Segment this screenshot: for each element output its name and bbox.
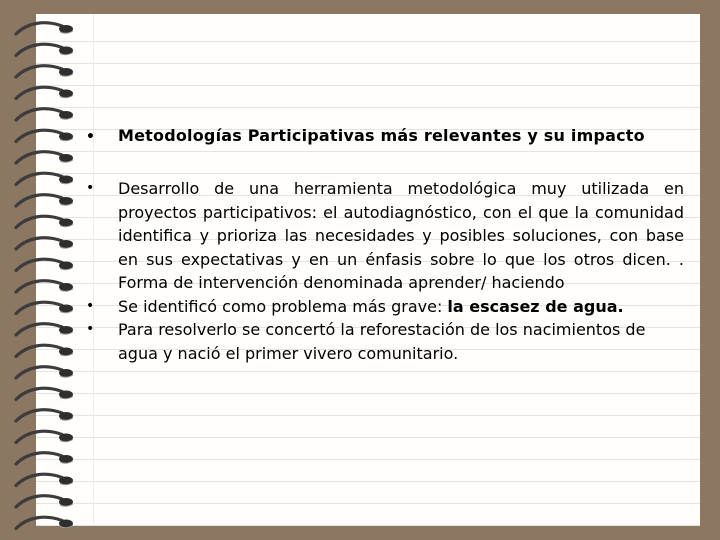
binding-ring [16,173,73,184]
bullet-icon: • [86,129,96,145]
binding-ring [16,302,73,313]
binding-ring [16,87,73,98]
binding-ring [16,281,73,292]
item-text: Para resolverlo se concertó la reforestación de los nacimientos de agua y nació el primer vivero comunitario. [118,320,646,363]
slide-heading: Metodologías Participativas más relevantes y su impacto [118,126,645,145]
binding-ring [16,23,73,34]
binding-ring [16,431,73,442]
binding-ring [16,453,73,464]
bullet-icon: • [86,321,95,337]
binding-ring [16,152,73,163]
binding-ring [16,238,73,249]
binding-ring [16,66,73,77]
slide-content [84,126,684,365]
binding-ring [16,474,73,485]
binding-ring [16,517,73,528]
binding-ring [16,44,73,55]
binding-ring [16,109,73,120]
bullet-list [84,177,684,365]
binding-ring [16,195,73,206]
binding-ring [16,216,73,227]
item-text-regular: Se identificó como problema más grave: [118,296,448,316]
item-text: Desarrollo de una herramienta metodológica muy utilizada en proyectos participativos: el autodiagnóstico, con el que la comunidad identifica y prioriza las necesidades y posibles soluciones, con base en sus expectativas y en un énfasis sobre lo que los otros dicen. . Forma de intervención denominada aprender/ haciendo [118,179,684,292]
list-item [84,177,684,295]
binding-ring [16,367,73,378]
binding-ring [16,388,73,399]
binding-ring [16,496,73,507]
spiral-binding [0,0,90,540]
binding-ring [16,345,73,356]
binding-ring [16,259,73,270]
list-item [84,318,684,365]
binding-ring [16,410,73,421]
bullet-icon: • [86,180,95,196]
item-text-bold: la escasez de agua. [447,296,624,316]
heading-row [84,126,684,145]
bullet-icon: • [86,297,95,314]
item-text [118,295,684,319]
list-item [84,295,684,319]
binding-ring [16,324,73,335]
binding-ring [16,130,73,141]
